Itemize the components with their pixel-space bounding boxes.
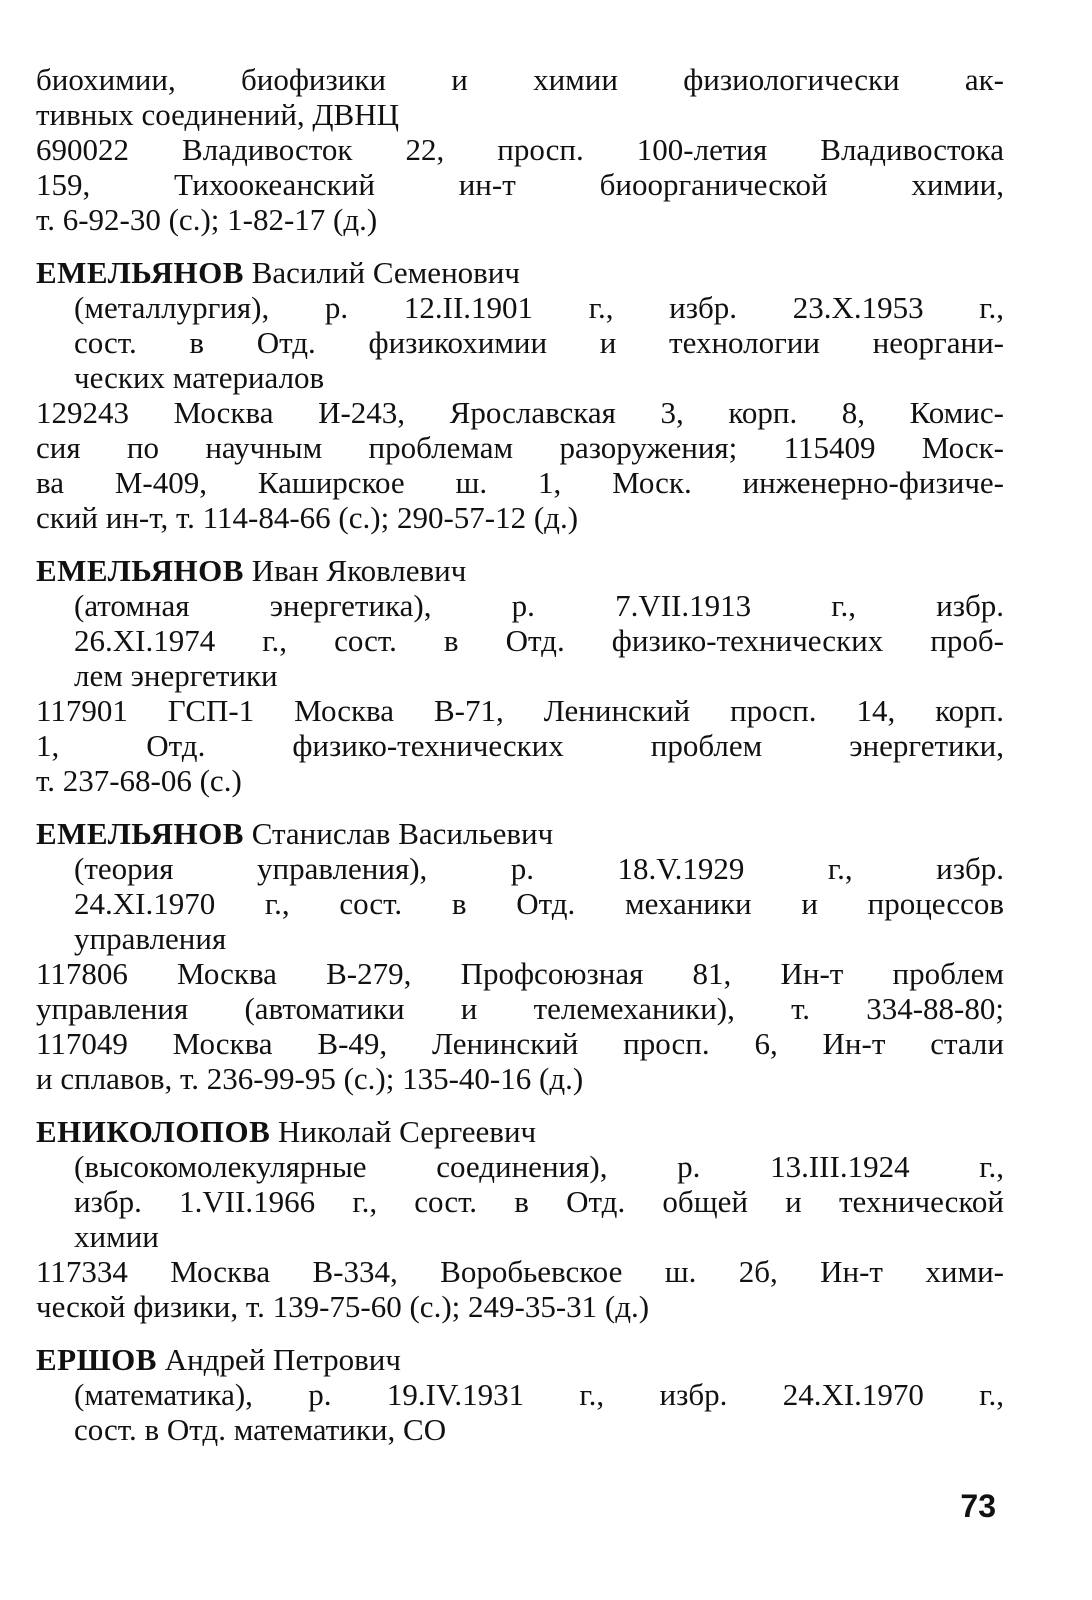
- entry-heading: [36, 816, 1004, 851]
- entry-desc-line: управления: [74, 921, 227, 956]
- entry-surname: ЕМЕЛЬЯНОВ: [36, 553, 244, 588]
- entry-desc-line: (математика), р. 19.IV.1931 г., избр. 24.XI.1970 г.,: [74, 1377, 1004, 1412]
- entry-surname: ЕРШОВ: [36, 1342, 157, 1377]
- entry-name: Николай Сергеевич: [278, 1114, 537, 1149]
- intro-address-line: 690022 Владивосток 22, просп. 100-летия Владивостока: [36, 132, 1004, 167]
- entry-name: Василий Семенович: [251, 255, 520, 290]
- entry-heading: [36, 1114, 1004, 1149]
- entry-desc-line: химии: [74, 1219, 159, 1254]
- entry-address-line: сия по научным проблемам разоружения; 115409 Моск-: [36, 430, 1004, 465]
- entry-desc-line: 24.XI.1970 г., сост. в Отд. механики и процессов: [74, 886, 1004, 921]
- entry-name: Станислав Васильевич: [251, 816, 554, 851]
- entry-surname: ЕНИКОЛОПОВ: [36, 1114, 271, 1149]
- entry-desc-line: (металлургия), р. 12.II.1901 г., избр. 23.X.1953 г.,: [74, 290, 1004, 325]
- entry-address-line: 117806 Москва В-279, Профсоюзная 81, Ин-т проблем: [36, 956, 1004, 991]
- entry-address-line: ва М-409, Каширское ш. 1, Моск. инженерно-физиче-: [36, 465, 1004, 500]
- entry-desc-line: сост. в Отд. физикохимии и технологии неоргани-: [74, 325, 1004, 360]
- entry-address-line: 129243 Москва И-243, Ярославская 3, корп. 8, Комис-: [36, 395, 1004, 430]
- entry-desc-line: ческих материалов: [74, 360, 325, 395]
- entry-desc-line: (теория управления), р. 18.V.1929 г., избр.: [74, 851, 1004, 886]
- entry: [36, 1114, 1004, 1324]
- entry: [36, 553, 1004, 798]
- entry-desc-line: сост. в Отд. математики, СО: [74, 1412, 447, 1447]
- entry-address-line: управления (автоматики и телемеханики), т. 334-88-80;: [36, 991, 1004, 1026]
- entry: [36, 1342, 1004, 1447]
- page-body: [36, 62, 1004, 1465]
- entry-address-line: и сплавов, т. 236-99-95 (с.); 135-40-16 (д.): [36, 1061, 584, 1096]
- intro-desc-line: биохимии, биофизики и химии физиологически ак-: [36, 62, 1004, 97]
- entry-surname: ЕМЕЛЬЯНОВ: [36, 255, 244, 290]
- intro-address-line: 159, Тихоокеанский ин-т биоорганической химии,: [36, 167, 1004, 202]
- entry-desc-line: (атомная энергетика), р. 7.VII.1913 г., избр.: [74, 588, 1004, 623]
- intro-desc-line: тивных соединений, ДВНЦ: [36, 97, 400, 132]
- entry-heading: [36, 255, 1004, 290]
- entry-address-line: ский ин-т, т. 114-84-66 (с.); 290-57-12 (д.): [36, 500, 579, 535]
- entry-address-line: 117901 ГСП-1 Москва В-71, Ленинский просп. 14, корп.: [36, 693, 1004, 728]
- entry: [36, 816, 1004, 1096]
- entry: [36, 255, 1004, 535]
- entry-name: Андрей Петрович: [164, 1342, 401, 1377]
- entry-desc-line: 26.XI.1974 г., сост. в Отд. физико-технических проб-: [74, 623, 1004, 658]
- entry-address-line: 1, Отд. физико-технических проблем энергетики,: [36, 728, 1004, 763]
- entry-desc-line: лем энергетики: [74, 658, 278, 693]
- page-number: 73: [960, 1488, 996, 1524]
- entry-address-line: 117334 Москва В-334, Воробьевское ш. 2б, Ин-т хими-: [36, 1254, 1004, 1289]
- entry-surname: ЕМЕЛЬЯНОВ: [36, 816, 244, 851]
- intro-entry: [36, 62, 1004, 237]
- intro-address-line: т. 6-92-30 (с.); 1-82-17 (д.): [36, 202, 378, 237]
- entry-address-line: 117049 Москва В-49, Ленинский просп. 6, Ин-т стали: [36, 1026, 1004, 1061]
- entry-address-line: ческой физики, т. 139-75-60 (с.); 249-35-31 (д.): [36, 1289, 650, 1324]
- entry-heading: [36, 553, 1004, 588]
- entry-heading: [36, 1342, 1004, 1377]
- entry-name: Иван Яковлевич: [251, 553, 467, 588]
- entry-desc-line: (высокомолекулярные соединения), р. 13.III.1924 г.,: [74, 1149, 1004, 1184]
- entry-desc-line: избр. 1.VII.1966 г., сост. в Отд. общей и технической: [74, 1184, 1004, 1219]
- entry-address-line: т. 237-68-06 (с.): [36, 763, 242, 798]
